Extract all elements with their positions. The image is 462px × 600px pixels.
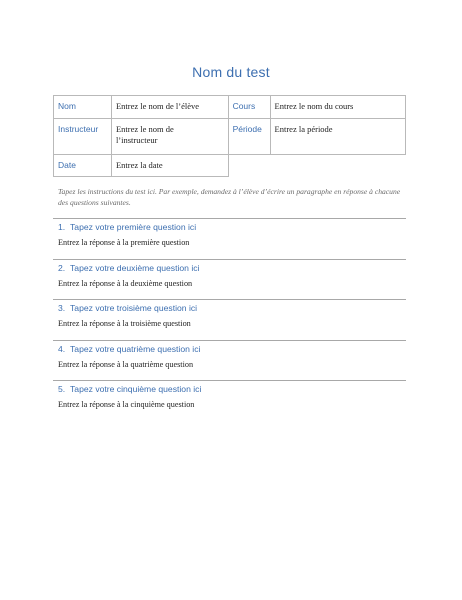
question-text: Tapez votre première question ici — [70, 222, 197, 232]
test-instructions[interactable]: Tapez les instructions du test ici. Par exemple, demandez à l’élève d’écrire un paragraphe en réponse à chacune des questions suivantes. — [58, 187, 401, 207]
answer-text[interactable]: Entrez la réponse à la troisième question — [58, 319, 191, 328]
question-block — [53, 299, 406, 328]
student-name-field[interactable]: Entrez le nom de l’élève — [111, 96, 228, 119]
question-block — [53, 259, 406, 288]
info-row-instructor — [54, 119, 406, 155]
question-block — [53, 340, 406, 369]
answer-text[interactable]: Entrez la réponse à la quatrième question — [58, 360, 194, 369]
answer-text[interactable]: Entrez la réponse à la deuxième question — [58, 279, 193, 288]
question-number: 3. — [58, 303, 66, 313]
instructor-value-line1: Entrez le nom de — [115, 124, 174, 134]
question-heading[interactable] — [58, 263, 406, 273]
question-divider — [53, 380, 406, 381]
question-block — [53, 218, 406, 247]
document-title: Nom du test — [192, 64, 270, 80]
course-label: Cours — [228, 96, 270, 119]
answer-text[interactable]: Entrez la réponse à la première question — [58, 238, 190, 247]
question-heading[interactable] — [58, 303, 406, 313]
question-divider — [53, 259, 406, 260]
question-heading[interactable] — [58, 384, 406, 394]
date-field[interactable]: Entrez la date — [111, 155, 228, 177]
question-text: Tapez votre troisième question ici — [70, 303, 198, 313]
question-heading[interactable] — [58, 344, 406, 354]
question-block — [53, 380, 406, 409]
question-number: 1. — [58, 222, 66, 232]
question-heading[interactable] — [58, 222, 406, 232]
question-number: 2. — [58, 263, 66, 273]
question-text: Tapez votre cinquième question ici — [70, 384, 202, 394]
instructor-name-field[interactable] — [111, 119, 228, 155]
question-divider — [53, 299, 406, 300]
period-field[interactable]: Entrez la période — [270, 119, 405, 155]
name-label: Nom — [54, 96, 112, 119]
date-label: Date — [54, 155, 112, 177]
instructor-value-line2: l’instructeur — [115, 135, 158, 145]
empty-cell — [228, 155, 405, 177]
question-number: 4. — [58, 344, 66, 354]
instructor-label: Instructeur — [54, 119, 112, 155]
course-name-field[interactable]: Entrez le nom du cours — [270, 96, 405, 119]
question-text: Tapez votre quatrième question ici — [70, 344, 201, 354]
info-row-name — [54, 96, 406, 119]
question-divider — [53, 340, 406, 341]
question-divider — [53, 218, 406, 219]
answer-text[interactable]: Entrez la réponse à la cinquième question — [58, 400, 195, 409]
info-table — [53, 95, 406, 177]
question-text: Tapez votre deuxième question ici — [70, 263, 200, 273]
info-row-date — [54, 155, 406, 177]
question-number: 5. — [58, 384, 66, 394]
period-label: Période — [228, 119, 270, 155]
